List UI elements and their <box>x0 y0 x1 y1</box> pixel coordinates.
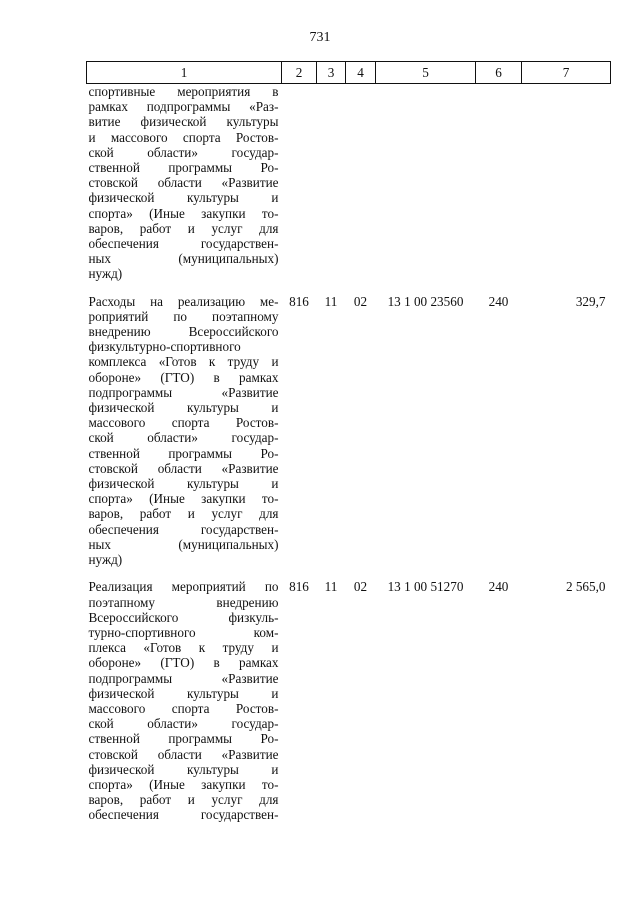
description-line: внедрению Всероссийского <box>88 324 279 340</box>
row-col-4 <box>346 84 376 282</box>
description-line: ственной программы Ро- <box>88 731 279 747</box>
row-col-7 <box>522 84 611 282</box>
description-line: варов, работ и услуг для <box>88 792 279 808</box>
description-line: массового спорта Ростов- <box>88 415 279 431</box>
description-line: турно-спортивного ком- <box>88 624 279 640</box>
description-line: комплекса «Готов к труду и <box>88 354 279 370</box>
row-col-6 <box>476 84 522 282</box>
description-line: Реализация мероприятий по <box>88 579 279 595</box>
row-gap-cell <box>87 282 611 294</box>
description-line: физической культуры и <box>88 190 279 206</box>
description-line: массового спорта Ростов- <box>88 700 279 716</box>
row-col-5 <box>376 84 476 282</box>
description-line: поэтапному внедрению <box>88 594 279 610</box>
description-line: нужд) <box>88 552 123 568</box>
description-line: витие физической культуры <box>88 114 279 130</box>
row-gap <box>87 282 611 294</box>
description-line: плекса «Готов к труду и <box>88 640 279 656</box>
budget-table <box>86 61 611 823</box>
row-col-2 <box>282 84 317 282</box>
description-line: варов, работ и услуг для <box>88 506 279 522</box>
header-col-2: 2 <box>282 62 317 84</box>
description-line: Расходы на реализацию ме- <box>88 293 279 309</box>
description-line: обеспечения государствен- <box>88 236 279 252</box>
description-line: ской области» государ- <box>88 430 279 446</box>
row-col-4: 02 <box>353 293 368 309</box>
header-col-7: 7 <box>522 62 611 84</box>
row-col-5: 13 1 00 51270 <box>387 579 464 595</box>
description-line: обороне» (ГТО) в рамках <box>88 369 279 385</box>
description-line: обеспечения государствен- <box>88 521 279 537</box>
description-line: спортивные мероприятия в <box>88 84 279 99</box>
description-line: Всероссийского физкуль- <box>88 609 279 625</box>
row-col-6: 240 <box>488 579 509 595</box>
description-line: спорта» (Иные закупки то- <box>88 491 279 507</box>
description-line: ных (муниципальных) <box>88 536 279 552</box>
description-line: подпрограммы «Развитие <box>88 670 279 686</box>
row-col-4: 02 <box>353 579 368 595</box>
description-line: физической культуры и <box>88 400 279 416</box>
header-row <box>87 62 611 84</box>
row-col-3: 11 <box>324 579 338 595</box>
row-col-3 <box>317 84 346 282</box>
row-description <box>87 84 282 282</box>
description-line: стовской области «Развитие <box>88 460 279 476</box>
description-line: ской области» государ- <box>88 144 279 160</box>
header-col-6: 6 <box>476 62 522 84</box>
description-line: физической культуры и <box>88 761 279 777</box>
row-col-3: 11 <box>324 293 338 309</box>
header-col-1: 1 <box>87 62 282 84</box>
row-gap <box>87 567 611 579</box>
description-line: спорта» (Иные закупки то- <box>88 205 279 221</box>
description-line: рамках подпрограммы «Раз- <box>88 99 279 115</box>
row-col-2: 816 <box>289 579 309 595</box>
table-row <box>87 579 611 822</box>
row-col-6: 240 <box>488 293 509 309</box>
description-line: обороне» (ГТО) в рамках <box>88 655 279 671</box>
row-gap-cell <box>87 567 611 579</box>
description-line: ской области» государ- <box>88 716 279 732</box>
description-line: и массового спорта Ростов- <box>88 129 279 145</box>
header-col-5: 5 <box>376 62 476 84</box>
row-col-7: 329,7 <box>575 293 606 309</box>
description-line: варов, работ и услуг для <box>88 220 279 236</box>
row-col-7: 2 565,0 <box>565 579 606 595</box>
page-number: 731 <box>309 30 331 45</box>
description-line: стовской области «Развитие <box>88 746 279 762</box>
description-line: физкультурно-спортивного <box>88 339 241 355</box>
description-line: ственной программы Ро- <box>88 445 279 461</box>
row-col-5: 13 1 00 23560 <box>387 293 464 309</box>
description-line: роприятий по поэтапному <box>88 308 279 324</box>
row-description <box>87 294 282 568</box>
description-line: ственной программы Ро- <box>88 160 279 176</box>
description-line: обеспечения государствен- <box>88 807 279 823</box>
header-col-4: 4 <box>346 62 376 84</box>
row-description <box>87 579 282 822</box>
description-line: физической культуры и <box>88 476 279 492</box>
description-line: подпрограммы «Развитие <box>88 384 279 400</box>
description-line: физической культуры и <box>88 685 279 701</box>
table-row <box>87 84 611 282</box>
description-line: ных (муниципальных) <box>88 251 279 267</box>
table-body <box>87 84 611 823</box>
description-line: нужд) <box>88 266 123 282</box>
description-line: спорта» (Иные закупки то- <box>88 776 279 792</box>
header-col-3: 3 <box>317 62 346 84</box>
table-row <box>87 294 611 568</box>
description-line: стовской области «Развитие <box>88 175 279 191</box>
row-col-2: 816 <box>289 293 309 309</box>
